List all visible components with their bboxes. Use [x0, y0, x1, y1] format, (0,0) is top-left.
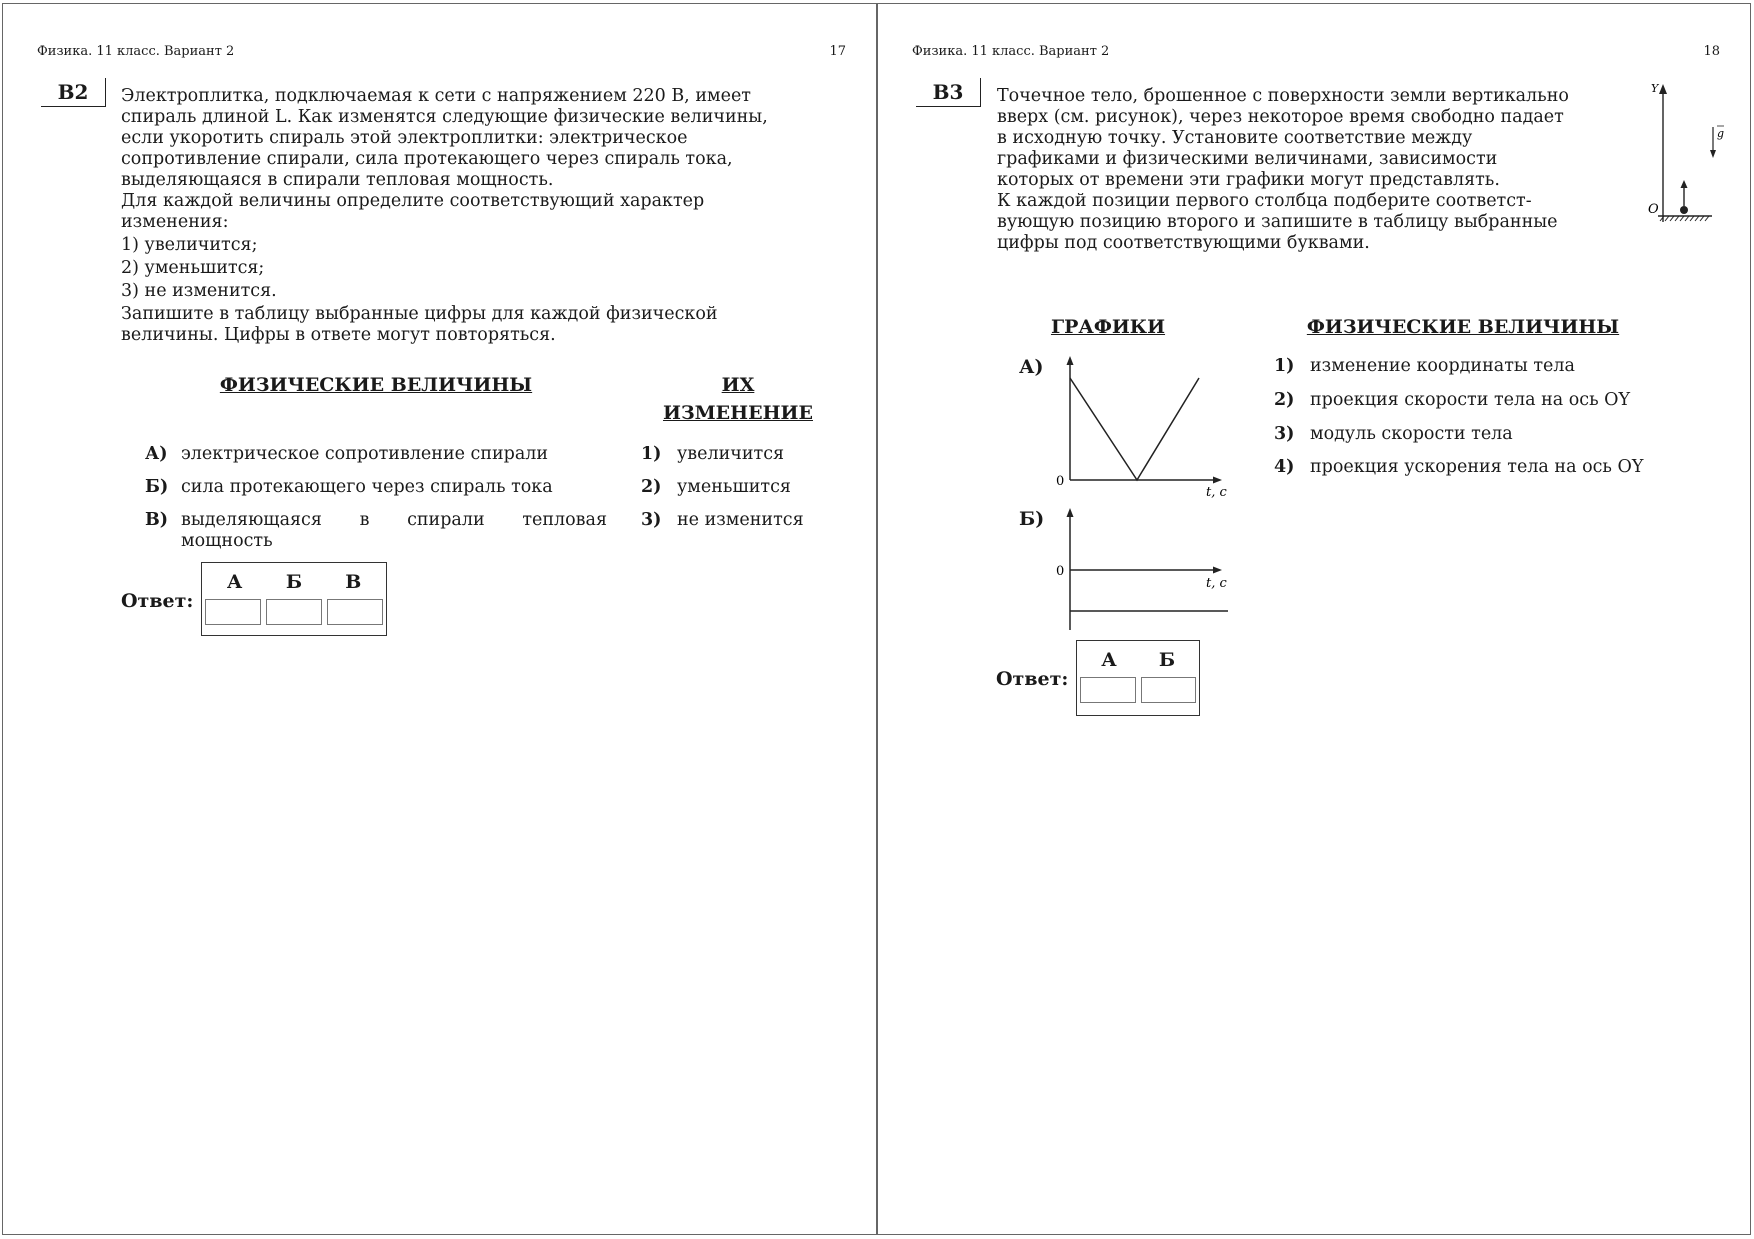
ground-hatching	[1660, 216, 1709, 221]
y-axis-label: Y	[1651, 82, 1659, 95]
item-text: модуль скорости тела	[1310, 424, 1513, 444]
item-key: 2)	[1274, 390, 1295, 410]
text-line: Запишите в таблицу выбранные цифры для каждой физической	[121, 304, 718, 324]
graph-b-label: Б)	[1019, 508, 1045, 530]
change-item-3	[641, 510, 804, 531]
item-text: увеличится	[677, 444, 785, 464]
quantity-item-4	[1274, 457, 1643, 478]
graph-a-t-arrow	[1213, 477, 1222, 484]
answer-label: Ответ:	[996, 668, 1069, 690]
item-key: 2)	[641, 477, 662, 497]
item-key: А)	[145, 444, 168, 464]
answer-header-a: А	[1101, 649, 1117, 671]
answer-label: Ответ:	[121, 590, 194, 612]
graph-a-curve	[1070, 378, 1199, 480]
question-id-badge: B3	[916, 78, 981, 107]
item-key: 1)	[641, 444, 662, 464]
change-item-2	[641, 477, 791, 498]
answer-cell-c[interactable]	[327, 599, 383, 625]
text-line: величины. Цифры в ответе могут повторяться.	[121, 325, 556, 345]
header-title: Физика. 11 класс. Вариант 2	[912, 44, 1110, 59]
item-text: изменение координаты тела	[1310, 356, 1575, 376]
answer-header-a: А	[226, 571, 243, 593]
origin-label: O	[1648, 202, 1659, 217]
column-heading-changes-1: ИХ	[721, 374, 755, 396]
header-title: Физика. 11 класс. Вариант 2	[37, 44, 235, 59]
answer-cell-a[interactable]	[1080, 677, 1136, 703]
answer-cell-b[interactable]	[266, 599, 322, 625]
item-key: 3)	[641, 510, 662, 530]
answer-header-b: Б	[1158, 649, 1176, 671]
item-text: не изменится	[677, 510, 804, 530]
graph-b	[1036, 504, 1236, 634]
option-1: 1) увеличится;	[121, 235, 258, 255]
y-axis-arrow	[1659, 84, 1667, 94]
graph-a-label: А)	[1019, 356, 1044, 378]
page-number: 18	[1703, 44, 1720, 59]
throw-figure	[1618, 82, 1728, 227]
column-heading-quantities: ФИЗИЧЕСКИЕ ВЕЛИЧИНЫ	[1306, 316, 1620, 338]
item-key: 4)	[1274, 457, 1295, 477]
graph-b-t-label: t, c	[1206, 576, 1227, 591]
page-number: 17	[829, 44, 846, 59]
page-18	[877, 3, 1751, 1235]
quantity-item-b	[145, 477, 553, 498]
item-key: Б)	[145, 477, 169, 497]
text-line: которых от времени эти графики могут представлять.	[997, 170, 1500, 190]
text-line: если укоротить спираль этой электроплитки: электрическое	[121, 128, 688, 148]
answer-header-b: Б	[285, 571, 303, 593]
graph-a-t-label: t, c	[1206, 485, 1227, 500]
gravity-arrowhead	[1710, 150, 1716, 158]
graph-b-zero: 0	[1056, 564, 1065, 579]
item-text: уменьшится	[677, 477, 791, 497]
quantity-item-c	[145, 510, 615, 552]
change-item-1	[641, 444, 784, 465]
quantity-item-2	[1274, 390, 1630, 411]
text-line: в исходную точку. Установите соответствие между	[997, 128, 1473, 148]
answer-header-c: В	[345, 571, 362, 593]
item-key: В)	[145, 510, 169, 530]
item-text: проекция ускорения тела на ось OY	[1310, 457, 1644, 477]
text-line: выделяющаяся в спирали тепловая мощность.	[121, 170, 554, 190]
page-17	[2, 3, 877, 1235]
text-line: Электроплитка, подключаемая к сети с напряжением 220 В, имеет	[121, 86, 751, 106]
item-key: 3)	[1274, 424, 1295, 444]
option-3: 3) не изменится.	[121, 281, 277, 301]
graph-a	[1036, 352, 1236, 500]
answer-cell-a[interactable]	[205, 599, 261, 625]
graph-a-y-arrow	[1067, 356, 1074, 365]
point-body	[1680, 206, 1688, 214]
text-line: вверх (см. рисунок), через некоторое время свободно падает	[997, 107, 1564, 127]
text-line: Для каждой величины определите соответствующий характер	[121, 191, 705, 211]
text-line: изменения:	[121, 212, 229, 232]
item-text: проекция скорости тела на ось OY	[1310, 390, 1631, 410]
text-line: сопротивление спирали, сила протекающего через спираль тока,	[121, 149, 733, 169]
text-line: Точечное тело, брошенное с поверхности земли вертикально	[997, 86, 1569, 106]
quantity-item-1	[1274, 356, 1575, 377]
item-text: выделяющаяся в спирали тепловая	[181, 510, 607, 530]
answer-cell-b[interactable]	[1141, 677, 1197, 703]
question-id-badge: B2	[41, 78, 106, 107]
column-heading-changes-2: ИЗМЕНЕНИЕ	[663, 402, 813, 424]
text-line: вующую позицию второго и запишите в таблицу выбранные	[997, 212, 1558, 232]
item-text: электрическое сопротивление спирали	[181, 444, 549, 464]
text-line: цифры под соответствующими буквами.	[997, 233, 1370, 253]
question-text	[997, 86, 1611, 254]
option-2: 2) уменьшится;	[121, 258, 265, 278]
graph-b-t-arrow	[1213, 567, 1222, 574]
item-text-cont: мощность	[181, 531, 273, 551]
quantity-item-a	[145, 444, 548, 465]
text-line: спираль длиной L. Как изменятся следующие физические величины,	[121, 107, 768, 127]
text-line: К каждой позиции первого столбца подберите соответст-	[997, 191, 1532, 211]
answer-table	[1076, 640, 1200, 716]
graph-a-zero: 0	[1056, 474, 1065, 489]
velocity-arrowhead	[1681, 180, 1688, 188]
quantity-item-3	[1274, 424, 1513, 445]
item-key: 1)	[1274, 356, 1295, 376]
g-label: g	[1717, 127, 1725, 140]
graph-b-y-arrow	[1067, 508, 1074, 517]
text-line: графиками и физическими величинами, зависимости	[997, 149, 1498, 169]
question-text	[121, 86, 837, 346]
column-heading-graphs: ГРАФИКИ	[1050, 316, 1166, 338]
item-text: сила протекающего через спираль тока	[181, 477, 553, 497]
column-heading-quantities: ФИЗИЧЕСКИЕ ВЕЛИЧИНЫ	[219, 374, 533, 396]
answer-table	[201, 562, 387, 636]
